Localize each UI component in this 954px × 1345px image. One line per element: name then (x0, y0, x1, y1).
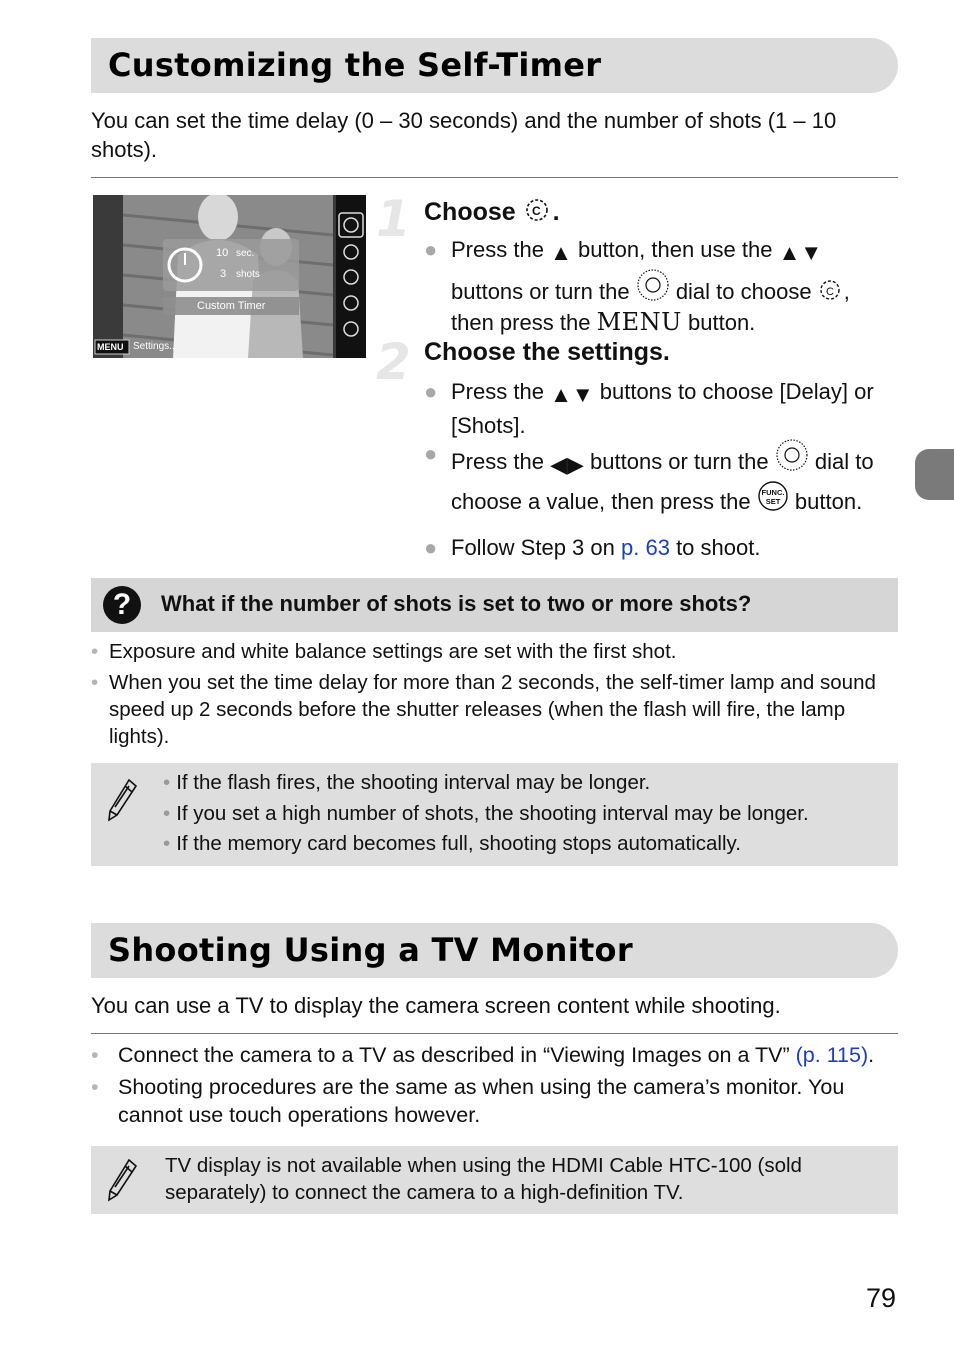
text: Follow Step 3 on (451, 535, 615, 560)
text: to shoot. (676, 535, 761, 560)
text: If the memory card becomes full, shooting stops automatically. (176, 832, 741, 855)
text: , (843, 279, 850, 304)
step-number: 2 (376, 333, 411, 391)
text: When you set the time delay for more than 2 seconds, the self-timer lamp and sound speed up 2 seconds before the shutter releases (when the flash will fire, the lamp lights). (109, 671, 876, 748)
page-number: 79 (866, 1283, 897, 1313)
note-box (91, 763, 898, 866)
section-title: Shooting Using a TV Monitor (108, 931, 633, 969)
up-down-arrow-icon: ▲▼ (778, 240, 823, 265)
text: Exposure and white balance settings are set with the first shot. (109, 640, 677, 663)
page-link[interactable]: p. 63 (621, 535, 670, 560)
text: button. (688, 310, 756, 335)
menu-hint: Settings... (133, 341, 178, 352)
list-item (91, 1073, 898, 1131)
func-label: FUNC. (761, 488, 785, 497)
set-label: SET (765, 497, 781, 506)
control-dial-icon (775, 438, 809, 472)
list-item (163, 799, 809, 829)
pencil-icon (105, 1157, 139, 1203)
section-header-self-timer (91, 38, 898, 93)
text: Connect the camera to a TV as described in “Viewing Images on a TV” (118, 1043, 790, 1067)
text: Press the (451, 449, 544, 474)
delay-unit: sec. (236, 248, 255, 259)
step-title-suffix: . (552, 198, 560, 226)
control-dial-icon (636, 268, 670, 302)
list-item (424, 376, 894, 438)
bullet-icon: • (163, 832, 171, 855)
list-item (91, 638, 898, 665)
up-down-arrow-icon: ▲▼ (550, 382, 594, 407)
text: If the flash fires, the shooting interval may be longer. (176, 771, 651, 794)
text: dial to choose (675, 279, 812, 304)
bullet-icon: • (91, 1075, 99, 1099)
list-item (424, 234, 894, 336)
text: Press the (451, 379, 544, 404)
step-number: 1 (376, 190, 411, 248)
text: . (868, 1043, 875, 1067)
step-title-text: Choose (424, 198, 516, 226)
text: If you set a high number of shots, the shooting interval may be longer. (176, 802, 809, 825)
text: dial (814, 449, 850, 474)
note-text: TV display is not available when using the HDMI Cable HTC-100 (sold separately) to connect the camera to a high-definition TV. (165, 1154, 802, 1204)
text: buttons or turn the (590, 449, 769, 474)
svg-text:C: C (531, 204, 541, 218)
delay-value: 10 (216, 247, 229, 259)
text: Press the (451, 237, 544, 262)
text: then press the (451, 310, 591, 335)
section-intro: You can use a TV to display the camera screen content while shooting. (91, 993, 781, 1018)
left-right-arrow-icon: ◀▶ (550, 452, 584, 477)
shots-unit: shots (236, 269, 260, 280)
note-box (91, 1146, 898, 1214)
text: buttons or turn the (451, 279, 630, 304)
chapter-tab-marker (915, 449, 954, 500)
custom-timer-icon (818, 276, 844, 302)
divider (91, 1033, 898, 1034)
list-item (163, 829, 741, 859)
custom-timer-icon (523, 195, 553, 223)
svg-text:C: C (825, 286, 834, 298)
text: Shooting procedures are the same as when using the camera’s monitor. You cannot use touch operations however. (118, 1075, 845, 1127)
question-text: What if the number of shots is set to two or more shots? (161, 591, 752, 616)
list-item (424, 438, 894, 530)
func-set-button-icon (757, 480, 789, 512)
bullet-icon: ● (424, 535, 438, 560)
camera-screen-image (93, 195, 366, 358)
divider (91, 177, 898, 178)
list-item (91, 1041, 898, 1069)
menu-button-label: MENU (97, 342, 124, 352)
bullet-icon: ● (424, 379, 438, 404)
bullet-icon: ● (424, 237, 438, 262)
bullet-icon: • (163, 771, 171, 794)
list-item (163, 768, 650, 798)
section-intro: You can set the time delay (0 – 30 seconds) and the number of shots (1 – 10 shots). (91, 108, 837, 162)
menu-button-icon: MENU (596, 308, 682, 336)
text: button, then use the (577, 237, 773, 262)
bullet-icon: ● (424, 441, 438, 466)
list-item (424, 532, 894, 563)
menu-title: Custom Timer (197, 300, 266, 312)
text: to choose a value, then press the (451, 449, 874, 514)
bullet-icon: • (163, 802, 171, 825)
section-header-tv-monitor (91, 923, 898, 978)
question-box (91, 578, 898, 632)
pencil-icon (105, 777, 139, 823)
step-title: Choose the settings. (424, 338, 670, 366)
text: buttons to choose [Delay] or [Shots]. (451, 379, 874, 438)
list-item (91, 669, 898, 750)
up-arrow-icon: ▲ (550, 240, 572, 265)
section-title: Customizing the Self-Timer (108, 46, 602, 84)
text: button. (794, 489, 863, 514)
step-title (424, 195, 560, 227)
shots-value: 3 (220, 268, 227, 280)
question-icon: ? (103, 586, 141, 624)
bullet-icon: • (91, 671, 99, 694)
bullet-icon: • (91, 1043, 99, 1067)
page-link[interactable]: (p. 115) (795, 1043, 869, 1067)
bullet-icon: • (91, 640, 99, 663)
